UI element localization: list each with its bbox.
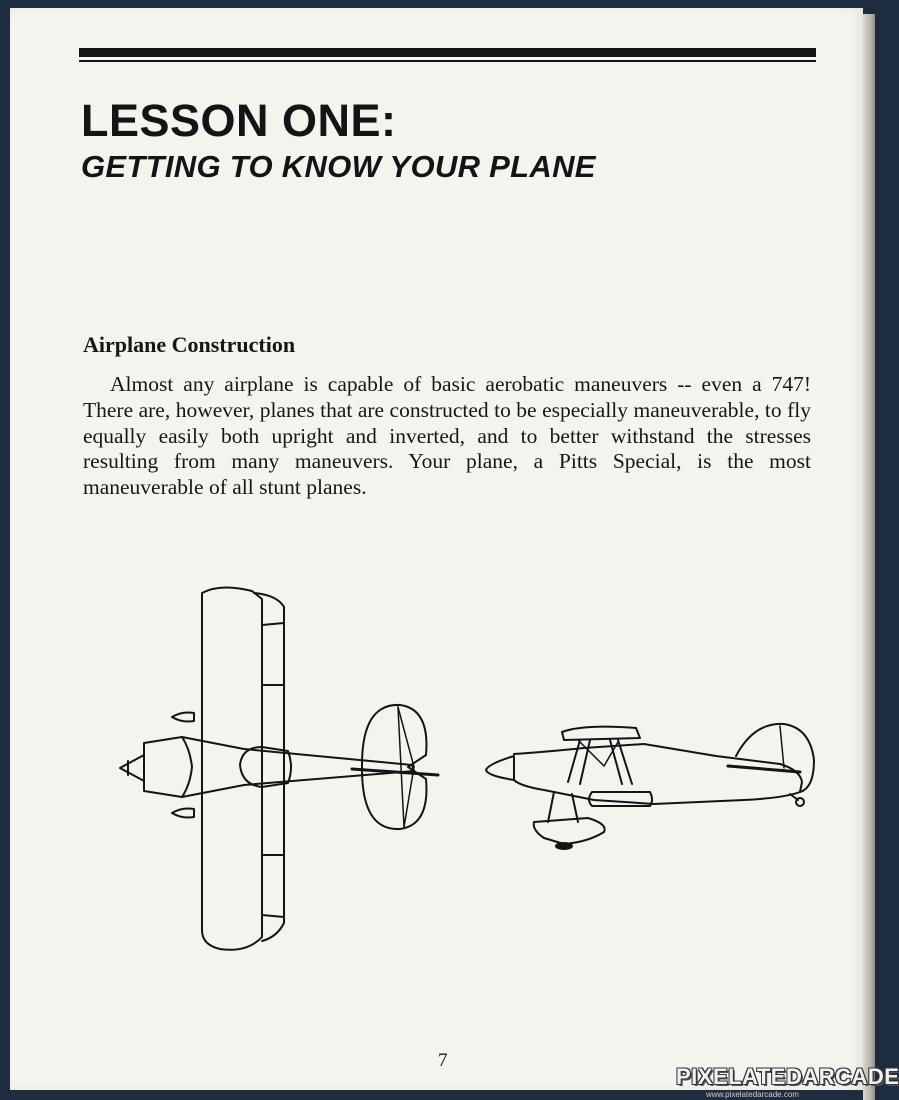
watermark-url: www.pixelatedarcade.com [706,1090,799,1099]
section-heading: Airplane Construction [83,332,296,357]
lesson-title: LESSON ONE: [81,95,397,146]
watermark-logo: PIXELATEDARCADE [676,1064,899,1089]
lesson-subtitle: GETTING TO KNOW YOUR PLANE [81,149,596,184]
header-rule [79,48,816,62]
biplane-side-view-icon [484,718,814,858]
body-paragraph: Almost any airplane is capable of basic aerobatic maneuvers -- even a 747! There are, however, planes that are constructed to be especially maneuverable, to fly equally easily both upright and inverted, and to better withstand the stresses resulting from many maneuvers. Your plane, a Pitts Special, is the most maneuverable of all stunt planes. [83,372,811,500]
page-number: 7 [438,1050,448,1071]
biplane-top-view-icon [112,585,442,957]
page-edge [863,14,875,1100]
